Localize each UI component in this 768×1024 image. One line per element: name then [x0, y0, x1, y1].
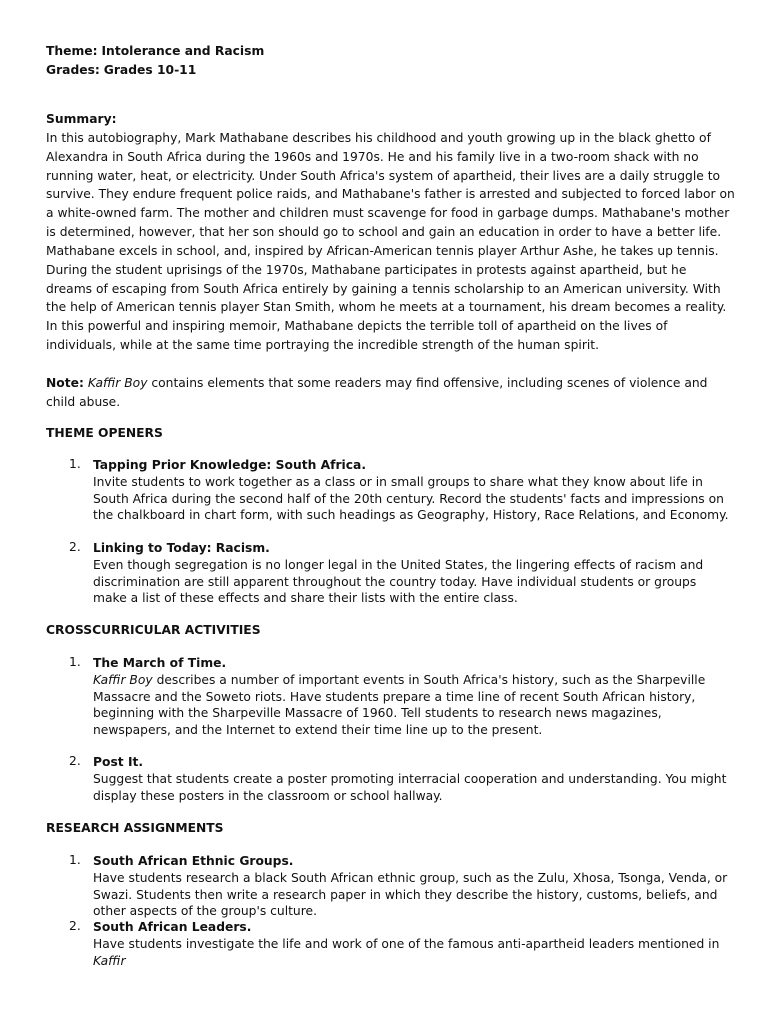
grades-value: Grades 10-11 [103, 62, 197, 77]
item-title: South African Ethnic Groups. [93, 854, 294, 868]
theme-openers-heading: THEME OPENERS [46, 426, 163, 440]
summary-heading: Summary: [46, 112, 117, 126]
item-number: 1. [69, 655, 81, 669]
crosscurricular-heading: CROSSCURRICULAR ACTIVITIES [46, 623, 261, 637]
list-item [69, 540, 729, 607]
document-header [46, 42, 736, 80]
item-number: 1. [69, 853, 81, 867]
note-paragraph [46, 374, 736, 412]
list-item [69, 754, 729, 804]
item-text: Even though segregation is no longer legal in the United States, the lingering effects of racism and discrimination are still apparent throughout the country today. Have individual students or groups make a list of these effects and share their lists with the entire class. [93, 557, 704, 606]
item-title: Tapping Prior Knowledge: South Africa. [93, 458, 367, 472]
list-item [69, 655, 729, 739]
item-title: Linking to Today: Racism. [93, 541, 270, 555]
note-label: Note: [46, 376, 84, 390]
grades-label: Grades: [46, 62, 100, 77]
item-text: Suggest that students create a poster promoting interracial cooperation and understanding. You might display these posters in the classroom or school hallway. [93, 771, 727, 803]
item-text: Kaffir Boy describes a number of important events in South Africa's history, such as the Sharpeville Massacre and the Soweto riots. Have students prepare a time line of recent South African history, beginning with the Sharpeville Massacre of 1960. Tell students to research news magazines, newspapers, and the Internet to extend their time line up to the present. [93, 672, 706, 738]
note-text: contains elements that some readers may find offensive, including scenes of violence and child abuse. [46, 376, 708, 409]
item-text: Invite students to work together as a class or in small groups to share what they know about life in South Africa during the second half of the 20th century. Record the students' facts and impressions on the chalkboard in chart form, with such headings as Geography, History, Race Relations, and Economy. [93, 474, 729, 523]
list-item [69, 853, 729, 920]
item-number: 2. [69, 540, 81, 554]
summary-text: In this autobiography, Mark Mathabane describes his childhood and youth growing up in the black ghetto of Alexandra in South Africa during the 1960s and 1970s. He and his family live in a two-room shack with no running water, heat, or electricity. Under South Africa's system of apartheid, their lives are a daily struggle to survive. They endure frequent police raids, and Mathabane's father is arrested and subjected to forced labor on a white-owned farm. The mother and children must scavenge for food in garbage dumps. Mathabane's mother is determined, however, that her son should go to school and gain an education in order to have a better life. Mathabane excels in school, and, inspired by African-American tennis player Arthur Ashe, he takes up tennis. During the student uprisings of the 1970s, Mathabane participates in protests against apartheid, but he dreams of escaping from South Africa entirely by gaining a tennis scholarship to an American university. With the help of American tennis player Stan Smith, whom he meets at a tournament, his dream becomes a reality. In this powerful and inspiring memoir, Mathabane depicts the terrible toll of apartheid on the lives of individuals, while at the same time portraying the incredible strength of the human spirit. [46, 130, 735, 353]
list-item [69, 919, 729, 969]
theme-value: Intolerance and Racism [101, 44, 265, 58]
item-number: 2. [69, 754, 81, 768]
item-text: Have students investigate the life and work of one of the famous anti-apartheid leaders mentioned in Kaffir [93, 936, 720, 968]
book-title: Kaffir Boy [93, 672, 153, 687]
item-title: South African Leaders. [93, 920, 252, 934]
note-book-title: Kaffir Boy [87, 376, 148, 390]
grades-line [46, 61, 736, 80]
list-item [69, 457, 729, 524]
research-heading: RESEARCH ASSIGNMENTS [46, 821, 224, 835]
item-title: Post It. [93, 755, 144, 769]
item-title: The March of Time. [93, 656, 227, 670]
theme-label: Theme: [46, 44, 98, 58]
theme-line [46, 42, 736, 61]
book-title: Kaffir [93, 953, 126, 968]
item-text: Have students research a black South African ethnic group, such as the Zulu, Xhosa, Tsonga, Venda, or Swazi. Students then write a research paper in which they describe the history, customs, beliefs, and other aspects of the group's culture. [93, 870, 728, 919]
item-number: 2. [69, 919, 81, 933]
summary-section [46, 110, 736, 355]
item-number: 1. [69, 457, 81, 471]
